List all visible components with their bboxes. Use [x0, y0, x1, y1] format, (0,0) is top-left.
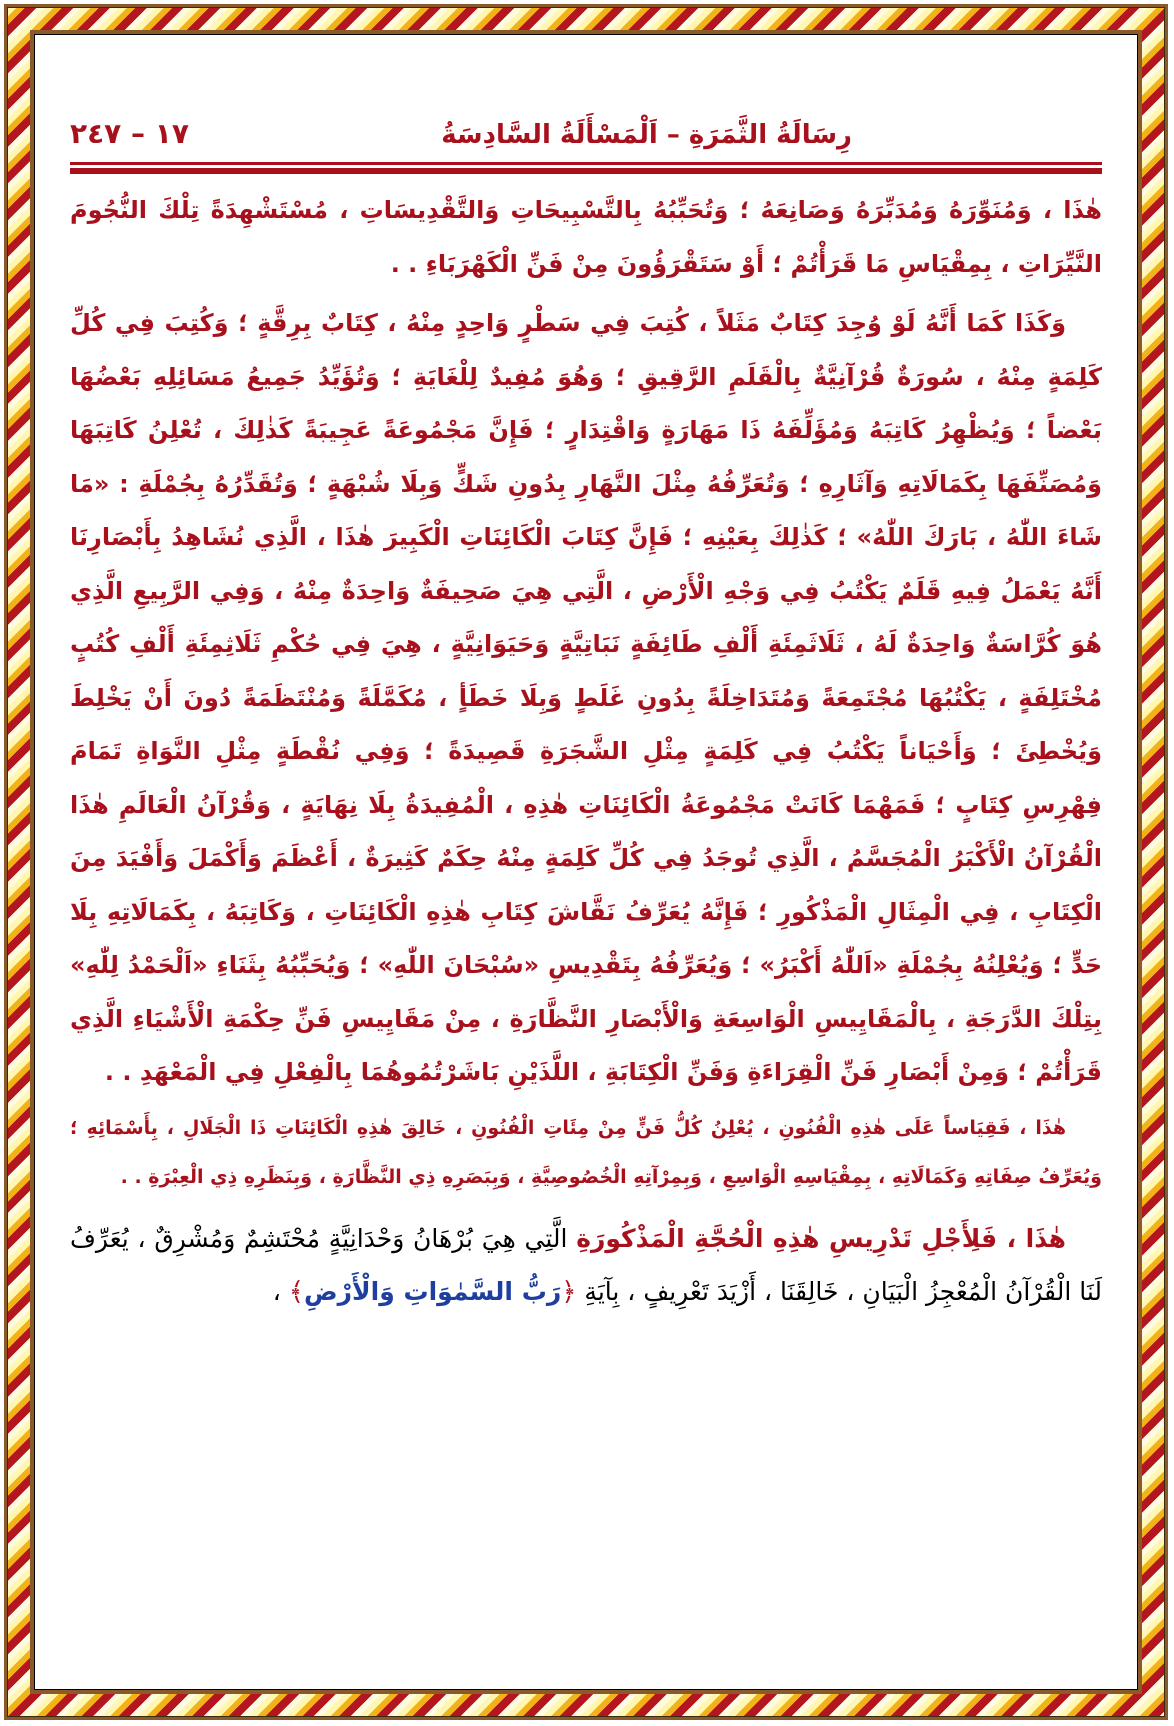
paragraph-2: وَكَذَا كَمَا أَنَّهُ لَوْ وُجِدَ كِتَابٌ مَثَلاً ، كُتِبَ فِي سَطْرٍ وَاحِدٍ مِنْهُ ، كِتَابٌ بِرِقَّةٍ ؛ وَكُتِبَ فِي كُلِّ كَلِمَةٍ مِنْهُ ، سُورَةٌ قُرْآنِيَّةٌ بِالْقَلَمِ الرَّقِيقِ ؛ وَهُوَ مُفِيدٌ لِلْغَايَةِ ؛ وَتُؤَيِّدُ جَمِيعُ مَسَائِلِهِ بَعْضُهَا بَعْضاً ؛ وَيُظْهِرُ كَاتِبَهُ وَمُؤَلِّفَهُ ذَا مَهَارَةٍ وَاقْتِدَارٍ ؛ فَإِنَّ مَجْمُوعَةً عَجِيبَةً كَذٰلِكَ ، تُعْلِنُ كَاتِبَهَا وَمُصَنِّفَهَا بِكَمَالَاتِهِ وَآثَارِهِ ؛ وَتُعَرِّفُهُ مِثْلَ النَّهَارِ بِدُونِ شَكٍّ وَبِلَا شُبْهَةٍ ؛ وَتُقَدِّرُهُ بِجُمْلَةِ : «مَا شَاءَ اللّٰهُ ، بَارَكَ اللّٰهُ» ؛ كَذٰلِكَ بِعَيْنِهِ ؛ فَإِنَّ كِتَابَ الْكَائِنَاتِ الْكَبِيرَ هٰذَا ، الَّذِي نُشَاهِدُ بِأَبْصَارِنَا أَنَّهُ يَعْمَلُ فِيهِ قَلَمٌ يَكْتُبُ فِي وَجْهِ الْأَرْضِ ، الَّتِي هِيَ صَحِيفَةٌ وَاحِدَةٌ مِنْهُ ، وَفِي الرَّبِيعِ الَّذِي هُوَ كُرَّاسَةٌ وَاحِدَةٌ لَهُ ، ثَلَاثَمِئَةِ أَلْفِ طَائِفَةٍ نَبَاتِيَّةٍ وَحَيَوَانِيَّةٍ ، هِيَ فِي حُكْمِ ثَلَاثِمِئَةِ أَلْفِ كُتُبٍ مُخْتَلِفَةٍ ، يَكْتُبُهَا مُجْتَمِعَةً وَمُتَدَاخِلَةً بِدُونِ غَلَطٍ وَبِلَا خَطَأٍ ، مُكَمَّلَةً وَمُنْتَظَمَةً دُونَ أَنْ يَخْلِطَ وَيُخْطِئَ ؛ وَأَحْيَاناً يَكْتُبُ فِي كَلِمَةٍ مِثْلِ الشَّجَرَةِ قَصِيدَةً ؛ وَفِي نُقْطَةٍ مِثْلِ النَّوَاةِ تَمَامَ فِهْرِسِ كِتَابٍ ؛ فَمَهْمَا كَانَتْ مَجْمُوعَةُ الْكَائِنَاتِ هٰذِهِ ، الْمُفِيدَةُ بِلَا نِهَايَةٍ ، وَقُرْآنُ الْعَالَمِ هٰذَا الْقُرْآنُ الْأَكْبَرُ الْمُجَسَّمُ ، الَّذِي تُوجَدُ فِي كُلِّ كَلِمَةٍ مِنْهُ حِكَمٌ كَثِيرَةٌ ، أَعْظَمَ وَأَكْمَلَ وَأَفْيَدَ مِنَ الْكِتَابِ ، فِي الْمِثَالِ الْمَذْكُورِ ؛ فَإِنَّهُ يُعَرِّفُ نَقَّاشَ كِتَابِ هٰذِهِ الْكَائِنَاتِ ، وَكَاتِبَهُ ، بِكَمَالَاتِهِ بِلَا حَدٍّ ؛ وَيُعْلِنُهُ بِجُمْلَةِ «اَللّٰهُ أَكْبَرُ» ؛ وَيُعَرِّفُهُ بِتَقْدِيسِ «سُبْحَانَ اللّٰهِ» ؛ وَيُحَبِّبُهُ بِثَنَاءِ «اَلْحَمْدُ لِلّٰهِ» بِتِلْكَ الدَّرَجَةِ ، بِالْمَقَايِيسِ الْوَاسِعَةِ وَالْأَبْصَارِ النَّظَّارَةِ ، مِنْ مَقَايِيسِ فَنِّ حِكْمَةِ الْأَشْيَاءِ الَّذِي قَرَأْتُمْ ؛ وَمِنْ أَبْصَارِ فَنِّ الْقِرَاءَةِ وَفَنِّ الْكِتَابَةِ ، اللَّذَيْنِ بَاشَرْتُمُوهُمَا بِالْفِعْلِ فِي الْمَعْهَدِ . .	[70, 309, 1102, 1086]
header-rule-thin	[70, 162, 1102, 165]
paragraph-3-small: هٰذَا ، فَقِيَاساً عَلَى هٰذِهِ الْفُنُونِ ، يُعْلِنُ كُلُّ فَنٍّ مِنْ مِئَاتِ الْفُنُونِ ، خَالِقَ هٰذِهِ الْكَائِنَاتِ ذَا الْجَلَالِ ، بِأَسْمَائِهِ ؛ وَيُعَرِّفُ صِفَاتِهِ وَكَمَالَاتِهِ ، بِمِقْيَاسِهِ الْوَاسِعِ ، وَبِمِرْآتِهِ الْخُصُوصِيَّةِ ، وَبِبَصَرِهِ ذِي النَّظَّارَةِ ، وَبِنَظَرِهِ ذِي الْعِبْرَةِ . .	[70, 1116, 1102, 1188]
paragraph-4-end: ،	[272, 1277, 289, 1306]
paragraph-4	[70, 1212, 1102, 1320]
ornate-bracket-close-icon: ﴾	[288, 1277, 305, 1307]
paragraph-1: هٰذَا ، وَمُنَوِّرَهُ وَمُدَبِّرَهُ وَصَانِعَهُ ؛ وَتُحَبِّبُهُ بِالتَّسْبِيحَاتِ وَالتَّقْدِيسَاتِ ، مُسْتَشْهِدَةً تِلْكَ النُّجُومَ النَّيِّرَاتِ ، بِمِقْيَاسِ مَا قَرَأْتُمْ ؛ أَوْ سَتَقْرَؤُونَ مِنْ فَنِّ الْكَهْرَبَاءِ . .	[70, 196, 1102, 278]
ornate-bracket-open-icon: ﴿	[561, 1277, 577, 1307]
chapter-title: رِسَالَةُ الثَّمَرَةِ – اَلْمَسْأَلَةُ السَّادِسَةُ	[441, 120, 852, 150]
header-rule-thick	[70, 168, 1102, 174]
book-page	[70, 80, 1102, 1656]
quran-verse: رَبُّ السَّمٰوَاتِ وَالْأَرْضِ	[304, 1277, 562, 1306]
page-reference: ١٧ – ٢٤٧	[70, 117, 189, 150]
running-header	[70, 80, 1102, 150]
paragraph-4-text: الَّتِي هِيَ بُرْهَانُ وَحْدَانِيَّةٍ مُحْتَشِمٌ وَمُشْرِقٌ ، يُعَرِّفُ لَنَا الْقُرْآنُ الْمُعْجِزُ الْبَيَانِ ، خَالِقَنَا ، أَزْيَدَ تَعْرِيفٍ ، بِآيَةِ	[70, 1223, 1102, 1306]
highlighted-phrase: هٰذَا ، فَلِأَجْلِ تَدْرِيسِ هٰذِهِ الْحُجَّةِ الْمَذْكُورَةِ	[576, 1223, 1066, 1253]
